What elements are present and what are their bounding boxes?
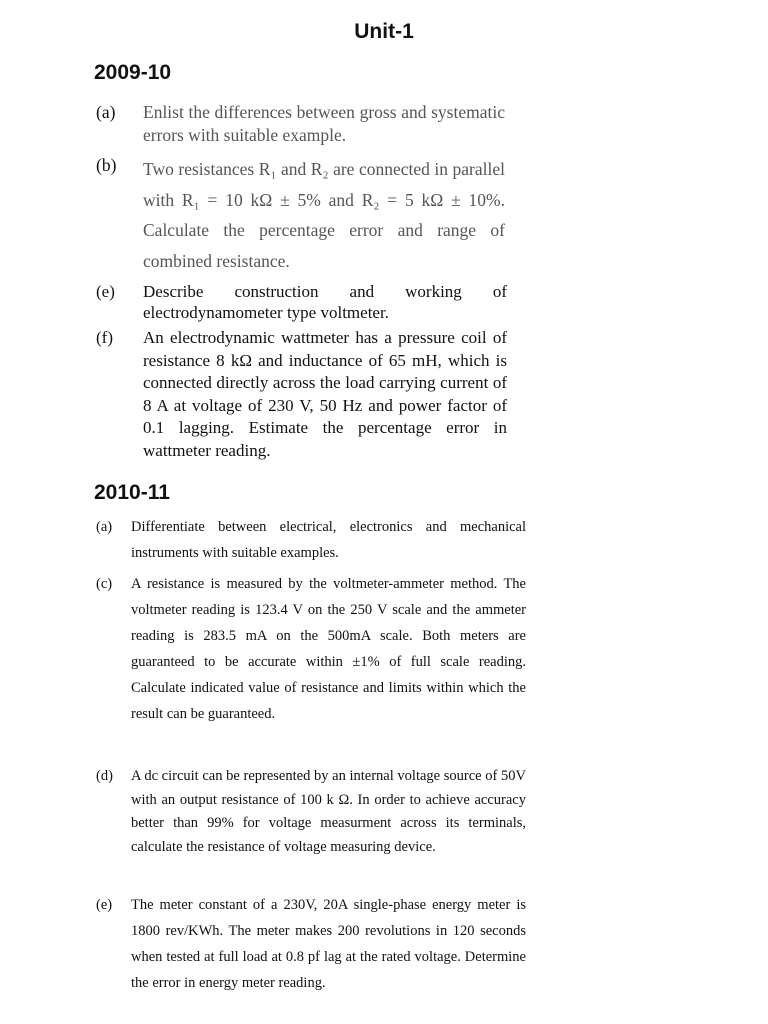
question-label: (a) — [96, 102, 116, 122]
question-text: A dc circuit can be represented by an internal voltage source of 50V with an output resistance of 100 k Ω. In order to achieve accuracy better than 99% for voltage measurment across its terminals, calculate the resistance of voltage measuring device. — [131, 768, 526, 855]
question-label: (a) — [96, 519, 113, 535]
question-label: (d) — [96, 768, 113, 784]
question-label: (c) — [96, 576, 113, 592]
question-label: (e) — [96, 897, 113, 913]
question-text: A resistance is measured by the voltmeter-ammeter method. The voltmeter reading is 123.4 V on the 250 V scale and the ammeter reading is 283.5 mA on the 500mA scale. Both meters are guaranteed to be accurate within ±1% of full scale reading. Calculate indicated value of resistance and limits within which the result can be guaranteed. — [131, 576, 526, 722]
question-text: Two resistances R₁ and R₂ are connected in parallel with R₁ = 10 kΩ ± 5% and R₂ = 5 kΩ ± 10%. Calculate the percentage error and range of combined resistance. — [143, 159, 505, 271]
question-label: (f) — [96, 328, 113, 347]
question-text: Differentiate between electrical, electronics and mechanical instruments with suitable examples. — [131, 519, 526, 561]
question-text: The meter constant of a 230V, 20A single-phase energy meter is 1800 rev/KWh. The meter makes 200 revolutions in 120 seconds when tested at full load at 0.8 pf lag at the rated voltage. Determine the error in energy meter reading. — [131, 897, 526, 991]
question-label: (e) — [96, 282, 115, 301]
year-heading-2010-11: 2010-11 — [94, 481, 170, 504]
question-text: Describe construction and working of electrodynamometer type voltmeter. — [143, 282, 507, 322]
unit-title: Unit-1 — [354, 20, 414, 43]
year-heading-2009-10: 2009-10 — [94, 61, 172, 84]
question-label: (b) — [96, 155, 117, 175]
question-text: Enlist the differences between gross and systematic errors with suitable example. — [143, 102, 505, 145]
question-text: An electrodynamic wattmeter has a pressure coil of resistance 8 kΩ and inductance of 65 mH, which is connected directly across the load carrying current of 8 A at voltage of 230 V, 50 Hz and power factor of 0.1 lagging. Estimate the percentage error in wattmeter reading. — [143, 328, 507, 460]
